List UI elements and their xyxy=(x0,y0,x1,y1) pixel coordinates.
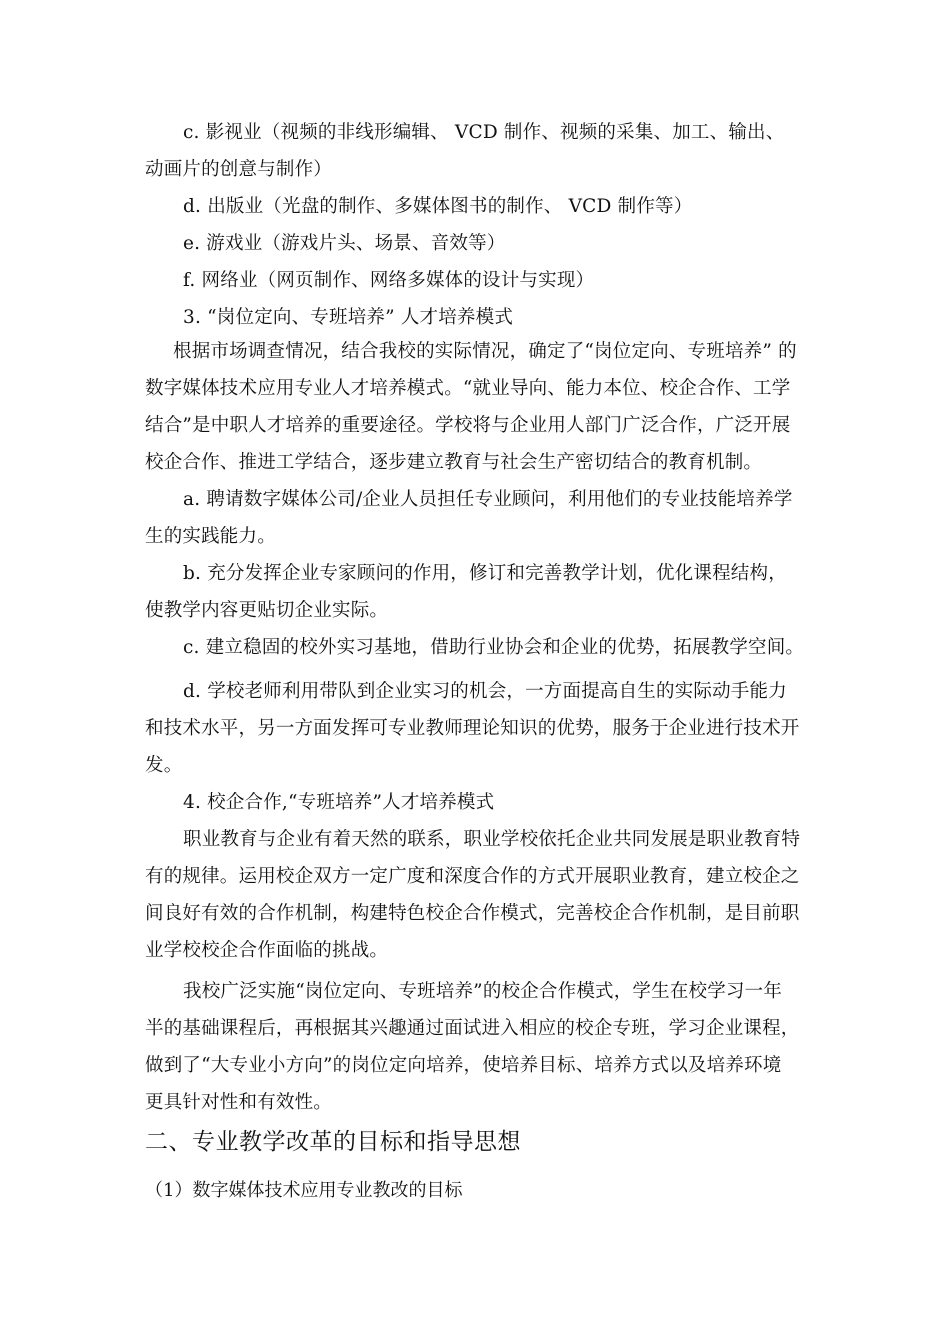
list-heading: 4. 校企合作,“专班培养”人才培养模式 xyxy=(183,792,495,813)
paragraph-line: b. 充分发挥企业专家顾问的作用，修订和完善教学计划，优化课程结构， xyxy=(183,563,787,584)
paragraph-line: a. 聘请数字媒体公司/企业人员担任专业顾问，利用他们的专业技能培养学 xyxy=(183,489,793,510)
paragraph-line: 校企合作、推进工学结合，逐步建立教育与社会生产密切结合的教育机制。 xyxy=(145,452,763,473)
paragraph-line: 有的规律。运用校企双方一定广度和深度合作的方式开展职业教育，建立校企之 xyxy=(145,866,800,887)
paragraph-line: 和技术水平，另一方面发挥可专业教师理论知识的优势，服务于企业进行技术开 xyxy=(145,718,800,739)
paragraph-line: 动画片的创意与制作） xyxy=(145,159,333,180)
paragraph-line: 业学校校企合作面临的挑战。 xyxy=(145,940,389,961)
paragraph-line: 我校广泛实施“岗位定向、专班培养”的校企合作模式，学生在校学习一年 xyxy=(183,981,783,1002)
paragraph-line: 根据市场调查情况，结合我校的实际情况，确定了“岗位定向、专班培养” 的 xyxy=(173,341,797,362)
section-heading: 二、专业教学改革的目标和指导思想 xyxy=(145,1129,521,1155)
paragraph-line: 做到了“大专业小方向”的岗位定向培养，使培养目标、培养方式以及培养环境 xyxy=(145,1055,782,1076)
paragraph-line: 数字媒体技术应用专业人才培养模式。“就业导向、能力本位、校企合作、工学 xyxy=(145,378,791,399)
paragraph-line: 半的基础课程后，再根据其兴趣通过面试进入相应的校企专班，学习企业课程， xyxy=(145,1018,800,1039)
paragraph-line: 职业教育与企业有着天然的联系，职业学校依托企业共同发展是职业教育特 xyxy=(183,829,801,850)
subsection-heading: （1）数字媒体技术应用专业教改的目标 xyxy=(145,1180,463,1201)
paragraph-line: e. 游戏业（游戏片头、场景、音效等） xyxy=(183,233,506,254)
paragraph-line: 使教学内容更贴切企业实际。 xyxy=(145,600,389,621)
paragraph-line: 间良好有效的合作机制，构建特色校企合作模式，完善校企合作机制，是目前职 xyxy=(145,903,800,924)
paragraph-line: d. 出版业（光盘的制作、多媒体图书的制作、 VCD 制作等） xyxy=(183,196,693,217)
paragraph-line: 生的实践能力。 xyxy=(145,526,276,547)
list-heading: 3. “岗位定向、专班培养” 人才培养模式 xyxy=(183,307,514,328)
paragraph-line: f. 网络业（网页制作、网络多媒体的设计与实现） xyxy=(183,270,595,291)
paragraph-line: 结合”是中职人才培养的重要途径。学校将与企业用人部门广泛合作，广泛开展 xyxy=(145,415,791,436)
paragraph-line: 发。 xyxy=(145,755,183,776)
paragraph-line: c. 建立稳固的校外实习基地，借助行业协会和企业的优势，拓展教学空间。 xyxy=(183,637,805,658)
paragraph-line: 更具针对性和有效性。 xyxy=(145,1092,333,1113)
paragraph-line: d. 学校老师利用带队到企业实习的机会，一方面提高自生的实际动手能力 xyxy=(183,681,787,702)
paragraph-line: c. 影视业（视频的非线形编辑、 VCD 制作、视频的采集、加工、输出、 xyxy=(183,122,785,143)
